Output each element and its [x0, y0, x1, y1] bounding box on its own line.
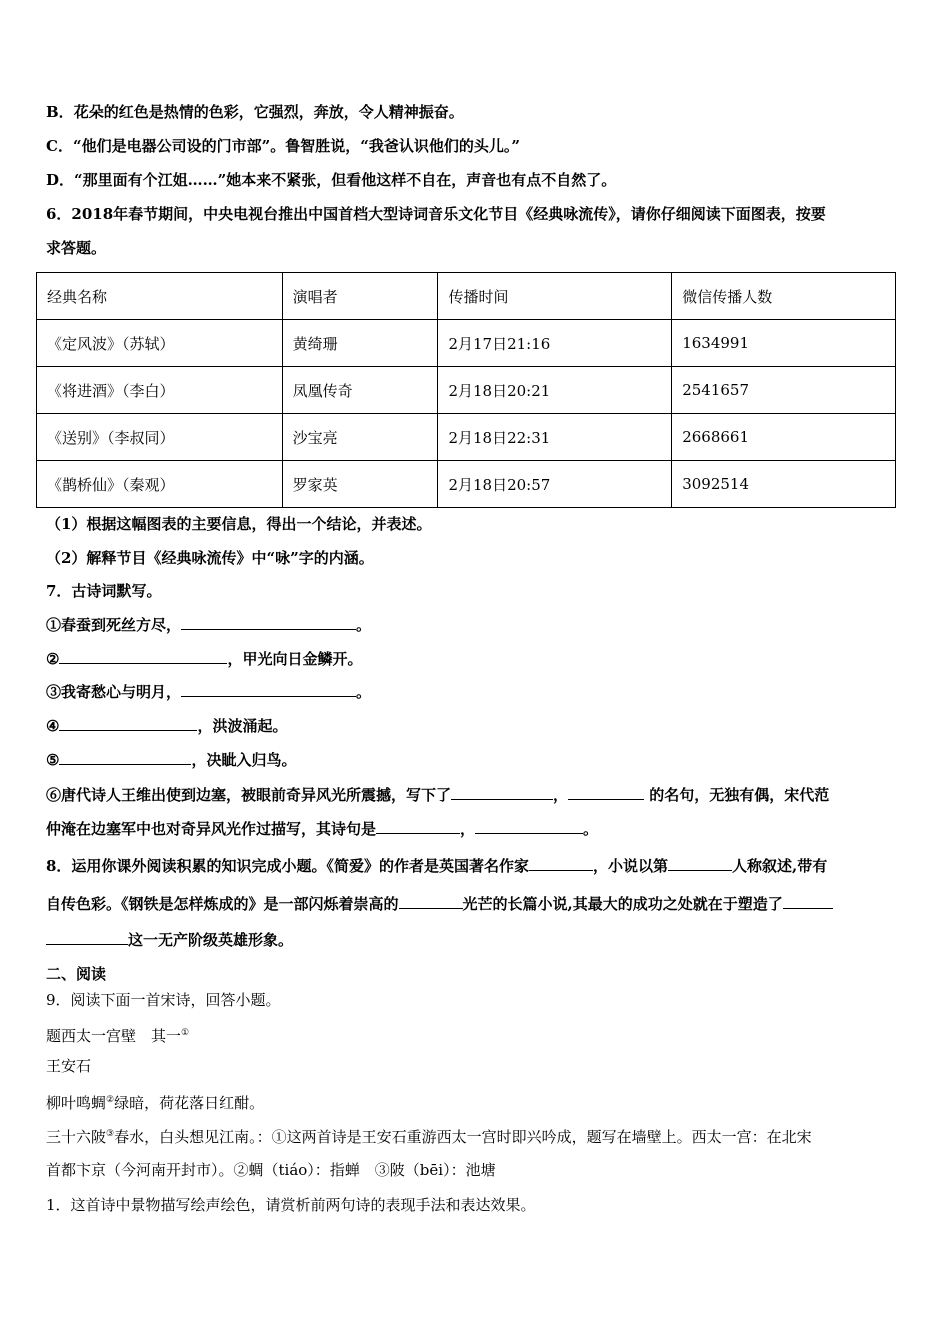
section-heading: 二、阅读: [46, 965, 107, 983]
table-cell: 2541657: [672, 367, 896, 414]
q6-prompt: 6．2018年春节期间，中央电视台推出中国首档大型诗词音乐文化节目《经典咏流传》，请你仔细阅读下面图表，按要: [46, 205, 826, 223]
q6-sub2: （2）解释节目《经典咏流传》中“咏”字的内涵。: [46, 549, 374, 567]
option-text: “他们是电器公司设的门市部”。鲁智胜说，“我爸认识他们的头儿。”: [72, 137, 520, 155]
table-cell: 《送别》（李叔同）: [37, 414, 283, 461]
q7-item-6-cont: [46, 819, 598, 839]
item-text: ，决眦入归鸟。: [191, 751, 297, 769]
footnote-mark: ②: [106, 1095, 115, 1105]
q7-item-1: [46, 615, 371, 635]
answer-blank[interactable]: [451, 785, 553, 800]
answer-blank[interactable]: [399, 894, 463, 909]
header-cell: 微信传播人数: [672, 273, 896, 320]
option-text: 花朵的红色是热情的色彩，它强烈，奔放，令人精神振奋。: [73, 103, 464, 121]
item-text: 的名句，无独有偶，宋代范: [644, 786, 830, 804]
table-row: [37, 367, 896, 414]
poem-line-1: [46, 1090, 264, 1113]
q7-item-5: [46, 750, 296, 770]
answer-blank[interactable]: [59, 750, 191, 765]
answer-blank[interactable]: [46, 930, 128, 945]
option-d: [46, 170, 616, 190]
item-text: ⑤: [46, 751, 60, 769]
table-cell: 《将进酒》（李白）: [37, 367, 283, 414]
answer-blank[interactable]: [181, 682, 356, 697]
q6-sub1: （1）根据这幅图表的主要信息，得出一个结论，并表述。: [46, 515, 432, 533]
option-label: D．: [46, 171, 75, 189]
item-text: 。: [356, 683, 372, 701]
answer-blank[interactable]: [568, 785, 644, 800]
item-text: ⑥唐代诗人王维出使到边塞，被眼前奇异风光所震撼，写下了: [46, 786, 452, 804]
option-c: [46, 136, 520, 156]
q7-item-3: [46, 682, 371, 702]
table-cell: 3092514: [672, 461, 896, 508]
item-text: ，洪波涌起。: [197, 717, 288, 735]
item-text: ①春蚕到死丝方尽，: [46, 616, 182, 634]
item-text: 。: [356, 616, 372, 634]
answer-blank[interactable]: [181, 615, 356, 630]
poem-text: 三十六陂: [46, 1128, 107, 1146]
item-text: 8．运用你课外阅读积累的知识完成小题。《简爱》的作者是英国著名作家: [46, 857, 529, 875]
notes-text: ：①这两首诗是王安石重游西太一宫时即兴吟成，题写在墙壁上。西太一宫：在北宋: [256, 1128, 812, 1146]
header-cell: 演唱者: [282, 273, 438, 320]
item-text: 自传色彩。《钢铁是怎样炼成的》是一部闪烁着崇高的: [46, 895, 399, 913]
answer-blank[interactable]: [668, 856, 732, 871]
option-label: B．: [46, 103, 74, 121]
answer-blank[interactable]: [59, 716, 197, 731]
table-cell: 罗家英: [282, 461, 438, 508]
table-cell: 2月18日20:21: [438, 367, 672, 414]
header-cell: 传播时间: [438, 273, 672, 320]
table-cell: 沙宝亮: [282, 414, 438, 461]
item-text: 。: [583, 820, 599, 838]
table-cell: 2668661: [672, 414, 896, 461]
table-cell: 黄绮珊: [282, 320, 438, 367]
item-text: ，: [553, 786, 569, 804]
table-row: [37, 461, 896, 508]
table-cell: 1634991: [672, 320, 896, 367]
q7-item-6: [46, 785, 829, 805]
q7-item-4: [46, 716, 287, 736]
item-text: 光芒的长篇小说,其最大的成功之处就在于塑造了: [462, 895, 783, 913]
item-text: ④: [46, 717, 60, 735]
poem-text: 春水，白头想见江南。: [114, 1128, 257, 1146]
option-text: “那里面有个江姐……”她本来不紧张，但看他这样不自在，声音也有点不自然了。: [74, 171, 617, 189]
answer-blank[interactable]: [475, 819, 583, 834]
data-table: [36, 272, 896, 508]
header-cell: 经典名称: [37, 273, 283, 320]
option-b: [46, 102, 464, 122]
item-text: ②: [46, 650, 60, 668]
poem-line-2: [46, 1124, 812, 1147]
table-cell: 《鹊桥仙》（秦观）: [37, 461, 283, 508]
poem-title: [46, 1023, 189, 1046]
q8-line2: [46, 894, 833, 914]
answer-blank[interactable]: [59, 649, 227, 664]
q9-sub1: 1．这首诗中景物描写绘声绘色，请赏析前两句诗的表现手法和表达效果。: [46, 1196, 536, 1214]
poem-text: 柳叶鸣蜩: [46, 1094, 107, 1112]
q7-title: 7．古诗词默写。: [46, 582, 162, 600]
poem-title-text: 题西太一宫壁 其一: [46, 1027, 182, 1045]
poem-text: 绿暗，荷花落日红酣。: [114, 1094, 265, 1112]
q6-prompt-cont: 求答题。: [46, 239, 107, 257]
item-text: 人称叙述,带有: [731, 857, 828, 875]
table-cell: 2月18日22:31: [438, 414, 672, 461]
table-cell: 2月17日21:16: [438, 320, 672, 367]
q7-item-2: [46, 649, 362, 669]
notes-cont: 首都卞京（今河南开封市）。②蜩（tiáo）：指蝉 ③陂（bēi）：池塘: [46, 1161, 496, 1179]
item-text: 这一无产阶级英雄形象。: [128, 931, 294, 949]
item-text: ，: [460, 820, 476, 838]
item-text: ，小说以第: [592, 857, 668, 875]
answer-blank[interactable]: [376, 819, 460, 834]
item-text: 仲淹在边塞军中也对奇异风光作过描写，其诗句是: [46, 820, 377, 838]
footnote-mark: ①: [181, 1028, 190, 1038]
table-row: [37, 414, 896, 461]
table-cell: 凤凰传奇: [282, 367, 438, 414]
item-text: ③我寄愁心与明月，: [46, 683, 182, 701]
footnote-mark: ③: [106, 1129, 115, 1139]
q8-line3: [46, 930, 293, 950]
item-text: ，甲光向日金鳞开。: [227, 650, 363, 668]
option-label: C．: [46, 137, 73, 155]
table-cell: 《定风波》（苏轼）: [37, 320, 283, 367]
table-cell: 2月18日20:57: [438, 461, 672, 508]
answer-blank[interactable]: [783, 894, 833, 909]
q8-line1: [46, 856, 827, 876]
answer-blank[interactable]: [529, 856, 593, 871]
table-header-row: [37, 273, 896, 320]
table-row: [37, 320, 896, 367]
poem-author: 王安石: [46, 1057, 92, 1075]
q9-title: 9．阅读下面一首宋诗，回答小题。: [46, 991, 281, 1009]
